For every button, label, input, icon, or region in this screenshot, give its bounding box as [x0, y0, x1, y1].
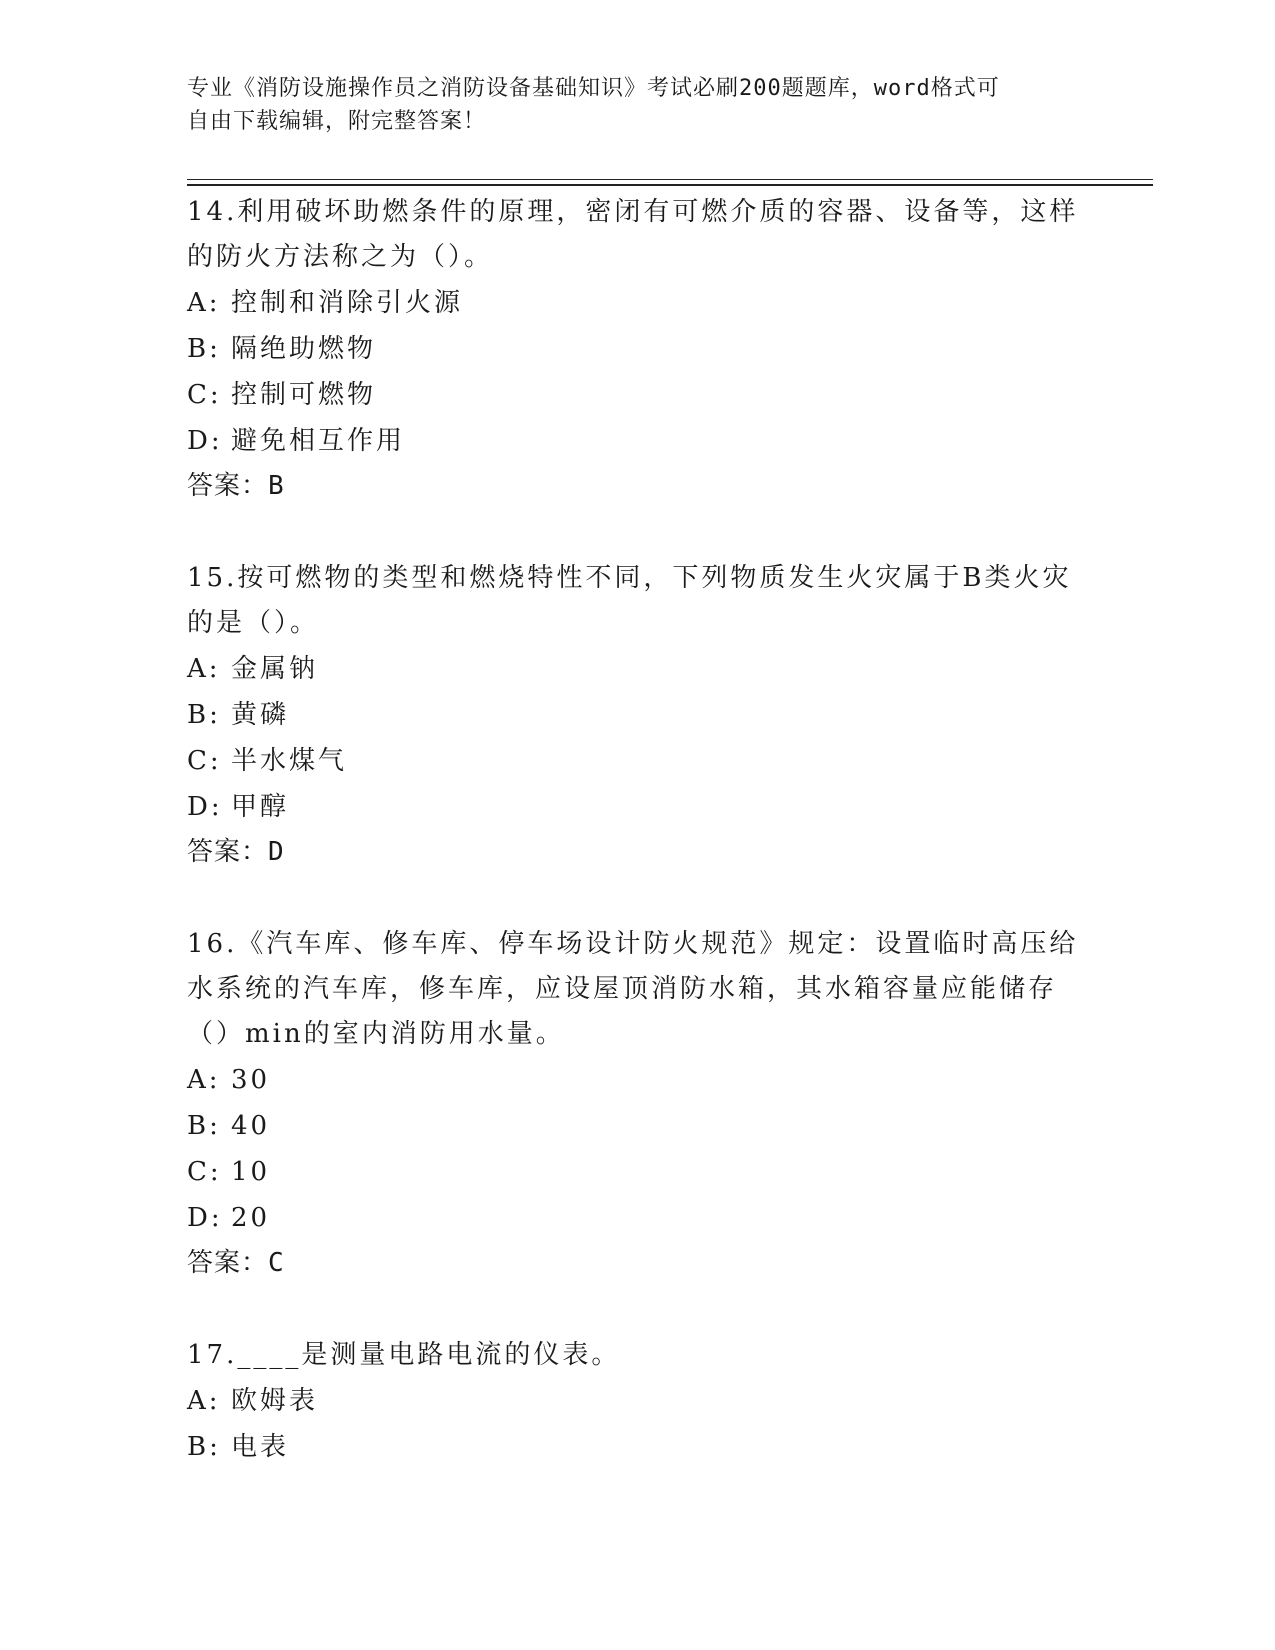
option-key: C:: [187, 380, 222, 410]
option-b: [187, 1103, 1087, 1149]
option-text: 黄磷: [231, 700, 290, 730]
header-line-1: 专业《消防设施操作员之消防设备基础知识》考试必刷200题题库，word格式可: [187, 76, 1000, 101]
question-stem-line: 15.按可燃物的类型和燃烧特性不同，下列物质发生火灾属于B类火灾: [187, 563, 1072, 593]
option-text: 金属钠: [231, 654, 319, 684]
option-text: 10: [231, 1157, 271, 1187]
document-header: [187, 72, 1067, 138]
option-text: 避免相互作用: [231, 426, 406, 456]
option-text: 隔绝助燃物: [231, 334, 377, 364]
option-text: 甲醇: [231, 792, 290, 822]
option-a: [187, 280, 1087, 326]
option-key: B:: [187, 1111, 221, 1141]
question-spacer: [187, 1285, 1087, 1333]
question-16: [187, 922, 1087, 1285]
answer-line: 答案：C: [187, 1248, 285, 1278]
option-text: 30: [231, 1065, 271, 1095]
option-c: [187, 372, 1087, 418]
option-text: 欧姆表: [231, 1386, 319, 1416]
option-b: [187, 326, 1087, 372]
option-b: [187, 692, 1087, 738]
question-stem-line: （）min的室内消防用水量。: [187, 1019, 565, 1049]
option-d: [187, 418, 1087, 464]
option-b: [187, 1424, 1087, 1470]
option-text: 电表: [231, 1432, 290, 1462]
question-stem-line: 的防火方法称之为（）。: [187, 242, 494, 272]
question-spacer: [187, 874, 1087, 922]
option-d: [187, 1195, 1087, 1241]
option-c: [187, 1149, 1087, 1195]
option-key: B:: [187, 700, 221, 730]
option-key: D:: [187, 426, 223, 456]
question-15: [187, 556, 1087, 874]
option-key: C:: [187, 1157, 222, 1187]
header-divider-bottom: [187, 184, 1153, 186]
option-a: [187, 1378, 1087, 1424]
answer-line: 答案：B: [187, 471, 285, 501]
question-stem-line: 水系统的汽车库，修车库，应设屋顶消防水箱，其水箱容量应能储存: [187, 974, 1058, 1004]
option-text: 控制和消除引火源: [231, 288, 464, 318]
option-c: [187, 738, 1087, 784]
question-stem-line: 14.利用破坏助燃条件的原理，密闭有可燃介质的容器、设备等，这样: [187, 197, 1079, 227]
option-d: [187, 784, 1087, 830]
option-key: A:: [187, 654, 221, 684]
header-line-2: 自由下载编辑，附完整答案！: [187, 109, 487, 134]
question-17: [187, 1333, 1087, 1470]
option-a: [187, 646, 1087, 692]
question-stem-line: 的是（）。: [187, 608, 320, 638]
option-text: 控制可燃物: [231, 380, 377, 410]
option-text: 20: [231, 1203, 271, 1233]
option-key: A:: [187, 1065, 221, 1095]
question-stem-line: 16.《汽车库、修车库、停车场设计防火规范》规定：设置临时高压给: [187, 929, 1079, 959]
answer-line: 答案：D: [187, 837, 285, 867]
question-spacer: [187, 508, 1087, 556]
option-key: D:: [187, 792, 223, 822]
option-key: B:: [187, 334, 221, 364]
question-14: [187, 190, 1087, 508]
option-key: C:: [187, 746, 222, 776]
header-divider-top: [187, 179, 1153, 180]
option-key: A:: [187, 1386, 221, 1416]
option-key: B:: [187, 1432, 221, 1462]
question-list: [187, 190, 1087, 1470]
option-key: D:: [187, 1203, 223, 1233]
option-a: [187, 1057, 1087, 1103]
option-text: 半水煤气: [231, 746, 348, 776]
option-key: A:: [187, 288, 221, 318]
question-stem-line: 17.____是测量电路电流的仪表。: [187, 1340, 621, 1370]
option-text: 40: [231, 1111, 271, 1141]
